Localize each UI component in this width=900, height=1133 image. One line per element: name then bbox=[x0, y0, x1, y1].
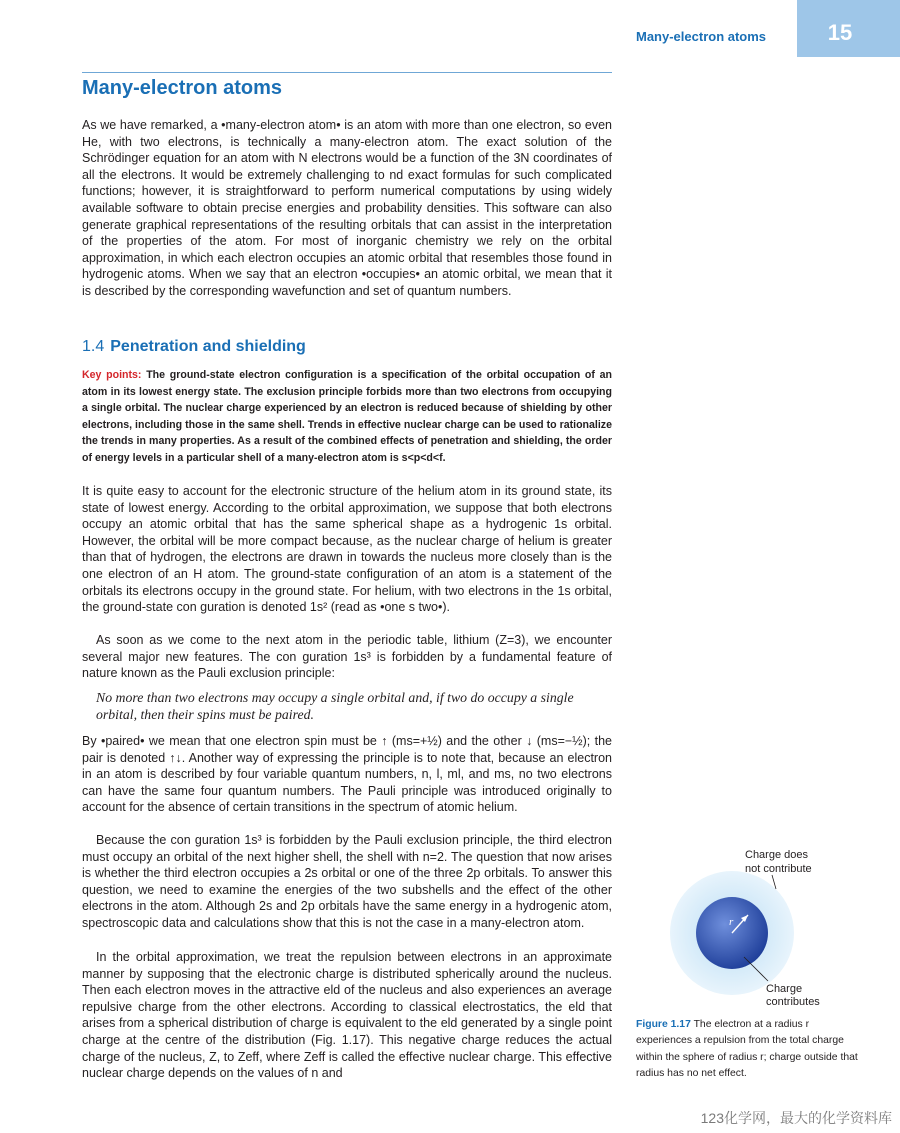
section-title: Many-electron atoms bbox=[82, 77, 283, 99]
intro-paragraph: As we have remarked, a •many-electron atom• is an atom with more than one electron, so even He, with two electrons, is technically a many-electron atom. The exact solution of the Schrödinger equation for an atom with N electrons would be a function of the 3N coordinates of all the electrons. It would be extremely challenging to nd exact formulas for such complicated functions; however, it is straightforward to perform numerical computations by using widely available software to obtain precise energies and probability densities. This software can also generate graphical representations of the resulting orbitals that can assist in the interpretation of the properties of the atom. For most of inorganic chemistry we rely on the orbital approximation, in which each electron occupies an atomic orbital that resembles those found in hydrogenic atoms. When we say that an electron •occupies• an atomic orbital, we mean that it is described by the corresponding wavefunction and set of quantum numbers. bbox=[82, 118, 612, 298]
figure-caption-text: The electron at a radius r experiences a repulsion from the total charge within the sphere of radius r; charge outside that radius has no net effect. bbox=[636, 1019, 858, 1080]
radius-label: r bbox=[729, 916, 734, 928]
label-contributes: Charge contributes bbox=[766, 983, 820, 1008]
shielding-figure bbox=[640, 845, 860, 1015]
running-header-title: Many-electron atoms bbox=[636, 29, 767, 44]
key-points-box bbox=[82, 367, 612, 467]
paired-paragraph: By •paired• we mean that one electron spin must be ↑ (ms=+½) and the other ↓ (ms=−½); the pair is denoted ↑↓. Another way of expressing the principle is to note that, because an electron in an atom is described by four variable quantum numbers, n, l, ml, and ms, no two electrons can have the same four quantum numbers. The Pauli principle was introduced originally to account for the absence of certain transitions in the spectrum of atomic helium. bbox=[82, 734, 612, 815]
page-number-tab bbox=[797, 0, 900, 57]
page-number: 15 bbox=[827, 20, 853, 45]
pauli-principle-quote: No more than two electrons may occupy a single orbital and, if two do occupy a single orbital, then their spins must be paired. bbox=[96, 690, 574, 722]
subsection-number: 1.4 bbox=[82, 338, 105, 355]
key-points-text: The ground-state electron configuration is a specification of the orbital occupation of an atom in its lowest energy state. The exclusion principle forbids more than two electrons from occupying a single orbital. The nuclear charge experienced by an electron is reduced because of shielding by other electrons, including those in the same shell. Trends in effective nuclear charge can be used to rationalize the trends in many properties. As a result of the combined effects of penetration and shielding, the order of energy levels in a particular shell of a many-electron atom is s<p<d<f. bbox=[82, 369, 612, 464]
third-electron-paragraph: Because the con guration 1s³ is forbidden by the Pauli exclusion principle, the third electron must occupy an orbital of the next higher shell, the shell with n=2. The question that now arises is whether the third electron occupies a 2s orbital or one of the three 2p orbitals. To answer this question, we need to examine the energies of the two subshells and the effect of the other electrons in the atom. Although 2s and 2p orbitals have the same energy in a hydrogenic atom, spectroscopic data and calculations show that this is not the case in a many-electron atom. bbox=[82, 833, 612, 930]
figure-caption bbox=[636, 1017, 858, 1083]
helium-paragraph: It is quite easy to account for the electronic structure of the helium atom in its ground state, its state of lowest energy. According to the orbital approximation, we suppose that both electrons occupy an atomic orbital that has the same spherical shape as a hydrogenic 1s orbital. However, the orbital will be more compact because, as the nuclear charge of helium is greater than that of hydrogen, the electrons are drawn in towards the nucleus more closely than is the one electron of an H atom. The ground-state configuration of an atom is a statement of the orbitals its electrons occupy in the ground state. For helium, with two electrons in the 1s orbital, the ground-state con guration is denoted 1s² (read as •one s two•). bbox=[82, 484, 612, 615]
key-points-label: Key points: bbox=[82, 369, 142, 381]
orbital-approximation-paragraph: In the orbital approximation, we treat the repulsion between electrons in an approximate manner by supposing that the electronic charge is distributed spherically around the nucleus. Then each electron moves in the attractive eld of the nucleus and also experiences an average repulsive charge from the other electrons. According to classical electrostatics, the eld that arises from a spherical distribution of charge is equivalent to the eld generated by a single point charge at the centre of the distribution (Fig. 1.17). This negative charge reduces the actual charge of the nucleus, Z, to Zeff, where Zeff is called the effective nuclear charge. This effective nuclear charge depends on the values of n and bbox=[82, 950, 612, 1081]
label-does-not-contribute: Charge does not contribute bbox=[745, 849, 812, 875]
lithium-paragraph: As soon as we come to the next atom in the periodic table, lithium (Z=3), we encounter several major new features. The con guration 1s³ is forbidden by a fundamental feature of nature known as the Pauli exclusion principle: bbox=[82, 633, 612, 681]
section-rule bbox=[82, 72, 612, 73]
figure-label: Figure 1.17 bbox=[636, 1019, 691, 1030]
subsection-heading bbox=[82, 338, 612, 356]
watermark: 123化学网，最大的化学资料库 bbox=[700, 1110, 892, 1126]
subsection-title: Penetration and shielding bbox=[110, 338, 306, 355]
